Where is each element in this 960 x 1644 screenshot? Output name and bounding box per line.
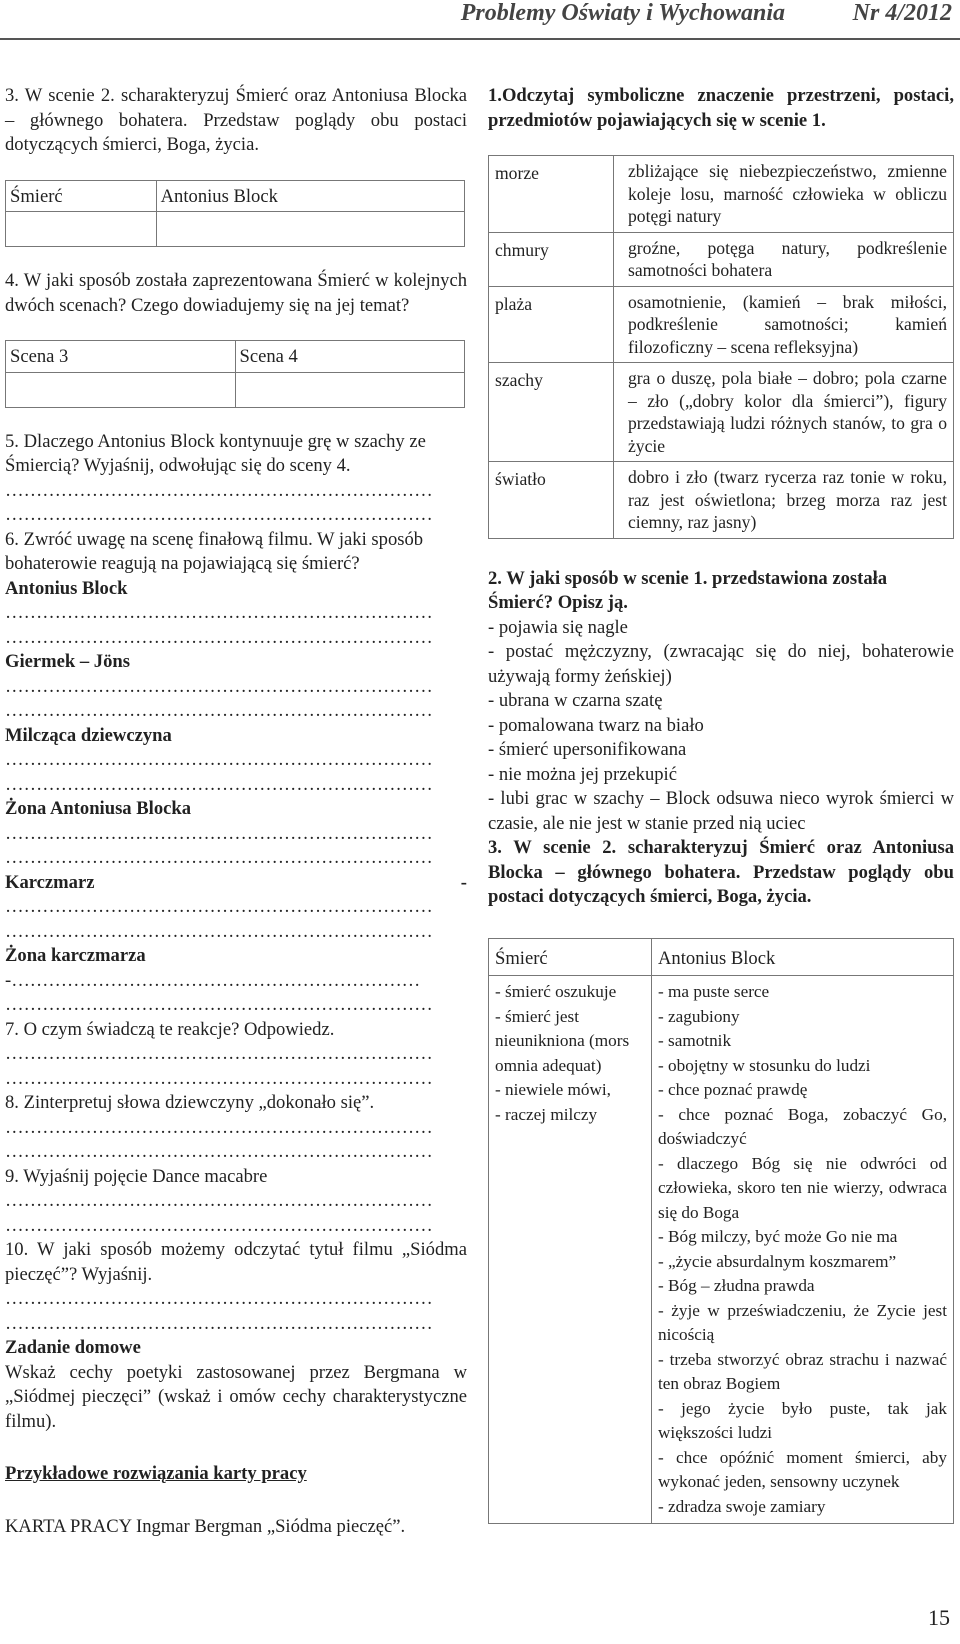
symbol-key: chmury	[489, 232, 614, 286]
list-item: - chce poznać Boga, zobaczyć Go, doświadczyć	[658, 1104, 947, 1148]
question-7: 7. O czym świadczą te reakcje? Odpowiedz.	[5, 1018, 335, 1040]
table-q3-cell	[156, 212, 464, 247]
list-item: - chce opóźnić moment śmierci, aby wykonać jeden, sensowny uczynek	[658, 1447, 947, 1491]
question-8: 8. Zinterpretuj słowa dziewczyny „dokonało się”.	[5, 1092, 375, 1113]
list-item: - ubrana w czarna szatę	[488, 690, 663, 711]
question-6: 6. Zwróć uwagę na scenę finałową filmu. W jaki sposób bohaterowie reagują na pojawiającą się śmierć?	[5, 528, 424, 574]
answer-line: ……………………………………………………………	[5, 994, 433, 1015]
symbol-value: dobro i zło (twarz rycerza raz tonie w roku, raz jest oświetlona; brzeg morza raz jest ciemny, raz jasny)	[614, 462, 954, 539]
list-item: - śmierć oszukuje	[495, 982, 617, 1001]
page-header	[0, 0, 960, 40]
card-title: KARTA PRACY Ingmar Bergman „Siódma pieczęć”.	[5, 1515, 406, 1537]
table-header-block: Antonius Block	[652, 938, 954, 976]
list-item: - nie można jej przekupić	[488, 763, 677, 785]
answer-line: ……………………………………………………………	[5, 896, 433, 917]
table-q3-cell	[6, 212, 157, 247]
table-q4	[5, 340, 465, 408]
answer-line: ……………………………………………………………	[5, 504, 433, 525]
answer-line: ……………………………………………………………	[5, 1043, 433, 1064]
answer-line: ……………………………………………………………	[5, 773, 433, 795]
answer-line: ……………………………………………………………	[5, 1141, 433, 1162]
answer-line: ……………………………………………………………	[5, 749, 433, 770]
solution-question-3: 3. W scenie 2. scharakteryzuj Śmierć oraz Antoniusa Blocka – głównego bohatera. Przedstaw poglądy obu postaci dotyczących śmierci, Boga, życia.	[488, 837, 954, 907]
list-item: - zagubiony	[658, 1006, 740, 1026]
table-row	[489, 156, 954, 233]
answer-line: ……………………………………………………………	[5, 1116, 433, 1138]
character-4: Żona Antoniusa Blocka	[5, 798, 192, 819]
block-traits	[652, 976, 954, 1524]
left-column	[5, 84, 467, 1539]
answer-line: ……………………………………………………………	[5, 700, 433, 721]
list-item: - raczej milczy	[495, 1104, 598, 1124]
list-item: - Bóg – złudna prawda	[658, 1276, 815, 1295]
character-3: Milcząca dziewczyna	[5, 724, 172, 746]
issue-number: Nr 4/2012	[852, 0, 952, 26]
question-5: 5. Dlaczego Antonius Block kontynuuje grę w szachy ze Śmiercią? Wyjaśnij, odwołując się do sceny 4.	[5, 430, 426, 476]
symbol-value: zbliżające się niebezpieczeństwo, zmienne koleje losu, marność człowieka w obliczu potęgi natury	[614, 156, 954, 233]
symbol-key: szachy	[489, 363, 614, 462]
list-item: - pomalowana twarz na biało	[488, 714, 704, 736]
solutions-title: Przykładowe rozwiązania karty pracy	[5, 1463, 307, 1484]
list-item: - Bóg milczy, być może Go nie ma	[658, 1227, 898, 1246]
list-item: - zdradza swoje zamiary	[658, 1496, 826, 1516]
answer-line: ……………………………………………………………	[5, 626, 433, 648]
solution-question-2: 2. W jaki sposób w scenie 1. przedstawiona została Śmierć? Opisz ją.	[488, 567, 888, 613]
page-number: 15	[928, 1605, 950, 1630]
table-q4-col2: Scena 4	[235, 341, 465, 373]
question-9: 9. Wyjaśnij pojęcie Dance macabre	[5, 1165, 268, 1187]
symbols-table	[488, 155, 954, 539]
table-q4-col1: Scena 3	[6, 341, 236, 373]
symbol-value: gra o duszę, pola białe – dobro; pola czarne – zło („dobry kolor dla śmierci”), figury przedstawiają ludzi różnych stanów, to gra o życie	[614, 363, 954, 462]
death-block-table	[488, 938, 954, 1525]
question-3: 3. W scenie 2. scharakteryzuj Śmierć oraz Antoniusa Blocka – głównego bohatera. Przedstaw poglądy obu postaci dotyczących śmierci, Boga, życia.	[5, 85, 467, 155]
homework-text: Wskaż cechy poetyki zastosowanej przez Bergmana w „Siódmej pieczęci” (wskaż i omów cechy charakterystyczne filmu).	[5, 1361, 467, 1432]
solution-question-1: 1.Odczytaj symboliczne znaczenie przestrzeni, postaci, przedmiotów pojawiających się w scenie 1.	[488, 85, 954, 131]
table-q3-col1: Śmierć	[6, 180, 157, 212]
question-10: 10. W jaki sposób możemy odczytać tytuł filmu „Siódma pieczęć”? Wyjaśnij.	[5, 1239, 467, 1285]
list-item: - dlaczego Bóg się nie odwróci od człowieka, skoro ten nie wierzy, odwraca się do Boga	[658, 1153, 947, 1222]
list-item: - śmierć upersonifikowana	[488, 739, 687, 760]
list-item: - lubi grac w szachy – Block odsuwa nieco wyrok śmierci w czasie, ale nie jest w stanie przed nią uciec	[488, 788, 954, 834]
journal-title: Problemy Oświaty i Wychowania	[460, 0, 785, 26]
answer-line: ……………………………………………………………	[5, 1190, 433, 1211]
list-item: - samotnik	[658, 1031, 732, 1050]
character-2: Giermek – Jöns	[5, 651, 130, 672]
symbol-key: morze	[489, 156, 614, 233]
answer-line: ……………………………………………………………	[5, 920, 433, 942]
answer-line: ……………………………………………………………	[5, 1288, 433, 1309]
answer-line: ……………………………………………………………	[5, 602, 433, 623]
table-header-death: Śmierć	[489, 938, 652, 976]
question-4: 4. W jaki sposób została zaprezentowana Śmierć w kolejnych dwóch scenach? Czego dowiadujemy się na jej temat?	[5, 270, 467, 316]
list-item: - obojętny w stosunku do ludzi	[658, 1055, 871, 1075]
list-item: - pojawia się nagle	[488, 616, 628, 638]
symbol-key: plaża	[489, 286, 614, 363]
character-1: Antonius Block	[5, 577, 128, 599]
character-5: Karczmarz	[5, 871, 95, 893]
table-row	[489, 363, 954, 462]
list-item: - „życie absurdalnym koszmarem”	[658, 1251, 897, 1271]
list-item: - niewiele mówi,	[495, 1080, 611, 1099]
death-traits	[489, 976, 652, 1524]
answer-line: ……………………………………………………………	[5, 675, 433, 697]
character-6: Żona karczmarza	[5, 945, 146, 966]
homework-title: Zadanie domowe	[5, 1337, 141, 1358]
symbol-value: osamotnienie, (kamień – brak miłości, podkreślenie samotności; kamień filozoficzny – scena refleksyjna)	[614, 286, 954, 363]
answer-line: ……………………………………………………………	[5, 1312, 433, 1334]
table-q4-cell	[6, 372, 236, 407]
table-q3-col2: Antonius Block	[156, 180, 464, 212]
list-item: - postać mężczyzny, (zwracając się do niej, bohaterowie używają formy żeńskiej)	[488, 641, 954, 687]
answer-line: -…………………………………………………………	[5, 969, 421, 991]
list-item: - jego życie było puste, tak jak większości ludzi	[658, 1398, 947, 1442]
character-5-row	[5, 871, 467, 896]
symbol-key: światło	[489, 462, 614, 539]
list-item: - ma puste serce	[658, 982, 770, 1001]
table-row	[489, 232, 954, 286]
table-row	[489, 462, 954, 539]
table-row	[489, 286, 954, 363]
answer-line: ……………………………………………………………	[5, 479, 433, 501]
list-item: - żyje w przeświadczeniu, że Zycie jest nicością	[658, 1300, 947, 1344]
list-item: - trzeba stworzyć obraz strachu i nazwać ten obraz Bogiem	[658, 1349, 947, 1393]
symbol-value: groźne, potęga natury, podkreślenie samotności bohatera	[614, 232, 954, 286]
table-q3	[5, 180, 465, 248]
answer-line: ……………………………………………………………	[5, 1067, 433, 1089]
answer-line: ……………………………………………………………	[5, 822, 433, 844]
answer-line: ……………………………………………………………	[5, 1214, 433, 1236]
table-q4-cell	[235, 372, 465, 407]
list-item: - śmierć jest nieunikniona (mors omnia adequat)	[495, 1006, 630, 1075]
list-item: - chce poznać prawdę	[658, 1080, 808, 1099]
character-5-dash: -	[460, 871, 467, 893]
right-column	[488, 84, 954, 1524]
answer-line: ……………………………………………………………	[5, 847, 433, 868]
